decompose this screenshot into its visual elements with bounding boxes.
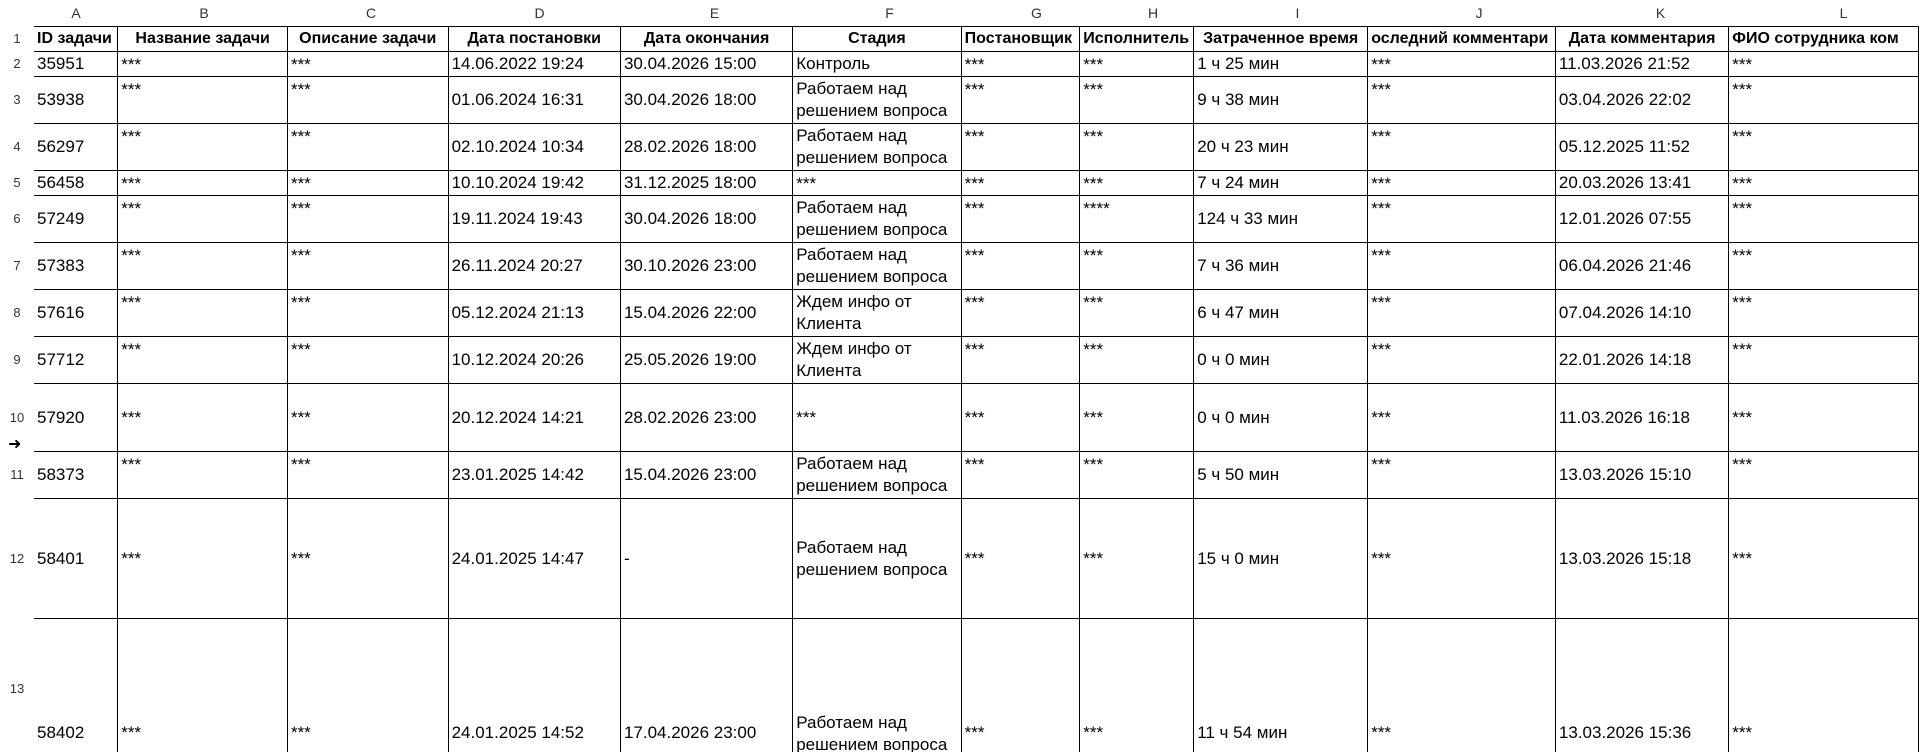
row-header[interactable]: 6: [13, 211, 21, 226]
column-header-h[interactable]: H: [1147, 5, 1159, 21]
cell-last-comment[interactable]: ***: [1368, 384, 1556, 452]
cell-stage[interactable]: Контроль: [793, 52, 961, 77]
cell-id[interactable]: 35951: [34, 52, 118, 77]
cell-author[interactable]: ***: [961, 196, 1080, 243]
cell-comment-date[interactable]: 13.03.2026 15:18: [1555, 499, 1728, 619]
cell-time-spent[interactable]: 124 ч 33 мин: [1194, 196, 1368, 243]
cell-comment-date[interactable]: 07.04.2026 14:10: [1555, 290, 1728, 337]
table-row: [34, 124, 1919, 171]
cell-id[interactable]: 57920: [34, 384, 118, 452]
table-row: [34, 384, 1919, 452]
cell-end-date[interactable]: 15.04.2026 22:00: [620, 290, 792, 337]
cell-last-comment[interactable]: ***: [1368, 52, 1556, 77]
header-row: [34, 27, 1919, 52]
cell-id[interactable]: 57383: [34, 243, 118, 290]
table-body: [34, 52, 1919, 752]
cell-stage[interactable]: Ждем инфо от Клиента: [793, 290, 961, 337]
cell-stage[interactable]: ***: [793, 384, 961, 452]
cell-last-comment[interactable]: ***: [1368, 77, 1556, 124]
cell-description[interactable]: ***: [287, 499, 448, 619]
cell-employee[interactable]: ***: [1729, 337, 1919, 384]
cell-description[interactable]: ***: [287, 452, 448, 499]
cell-start-date[interactable]: 02.10.2024 10:34: [448, 124, 620, 171]
cell-author[interactable]: ***: [961, 77, 1080, 124]
cell-comment-date[interactable]: 11.03.2026 21:52: [1555, 52, 1728, 77]
column-header-l[interactable]: L: [1839, 5, 1848, 21]
cell-time-spent[interactable]: 7 ч 24 мин: [1194, 171, 1368, 196]
cell-comment-date[interactable]: 06.04.2026 21:46: [1555, 243, 1728, 290]
cell-employee[interactable]: ***: [1729, 499, 1919, 619]
table-row: [34, 452, 1919, 499]
cell-id[interactable]: 58373: [34, 452, 118, 499]
cell-name[interactable]: ***: [118, 619, 288, 752]
cell-last-comment[interactable]: ***: [1368, 290, 1556, 337]
cell-name[interactable]: ***: [118, 384, 288, 452]
cell-start-date[interactable]: 10.10.2024 19:42: [448, 171, 620, 196]
cell-description[interactable]: ***: [287, 290, 448, 337]
data-table: [34, 26, 1919, 752]
table-row: [34, 619, 1919, 752]
cell-name[interactable]: ***: [118, 290, 288, 337]
header-assignee[interactable]: Исполнитель: [1080, 27, 1194, 52]
row-header[interactable]: 3: [13, 92, 21, 107]
cell-last-comment[interactable]: ***: [1368, 499, 1556, 619]
cell-start-date[interactable]: 19.11.2024 19:43: [448, 196, 620, 243]
row-header[interactable]: 8: [13, 305, 21, 320]
cell-description[interactable]: ***: [287, 243, 448, 290]
cell-author[interactable]: ***: [961, 452, 1080, 499]
table-row: [34, 337, 1919, 384]
cell-comment-date[interactable]: 13.03.2026 15:10: [1555, 452, 1728, 499]
column-header-d[interactable]: D: [534, 5, 545, 21]
cell-name[interactable]: ***: [118, 243, 288, 290]
row-headers: [0, 26, 34, 752]
row-header[interactable]: 12: [9, 550, 25, 566]
cell-comment-date[interactable]: 22.01.2026 14:18: [1555, 337, 1728, 384]
header-end-date[interactable]: Дата окончания: [620, 27, 792, 52]
cell-employee[interactable]: ***: [1729, 124, 1919, 171]
table-row: [34, 77, 1919, 124]
cell-name[interactable]: ***: [118, 171, 288, 196]
cell-employee[interactable]: ***: [1729, 290, 1919, 337]
table-row: [34, 499, 1919, 619]
cell-id[interactable]: 56458: [34, 171, 118, 196]
header-time-spent[interactable]: Затраченное время: [1194, 27, 1368, 52]
header-last-comment[interactable]: оследний комментари: [1368, 27, 1556, 52]
cell-start-date[interactable]: 01.06.2024 16:31: [448, 77, 620, 124]
cell-stage[interactable]: Работаем над решением вопроса: [793, 196, 961, 243]
header-stage[interactable]: Стадия: [793, 27, 961, 52]
cell-time-spent[interactable]: 15 ч 0 мин: [1194, 499, 1368, 619]
cell-last-comment[interactable]: ***: [1368, 452, 1556, 499]
cell-name[interactable]: ***: [118, 337, 288, 384]
cell-author[interactable]: ***: [961, 290, 1080, 337]
column-header-b[interactable]: B: [199, 5, 209, 21]
header-name[interactable]: Название задачи: [118, 27, 288, 52]
cell-time-spent[interactable]: 9 ч 38 мин: [1194, 77, 1368, 124]
cell-assignee[interactable]: ***: [1080, 171, 1194, 196]
cell-author[interactable]: ***: [961, 337, 1080, 384]
cell-start-date[interactable]: 26.11.2024 20:27: [448, 243, 620, 290]
cell-id[interactable]: 53938: [34, 77, 118, 124]
column-header-c[interactable]: C: [365, 5, 377, 21]
cell-assignee[interactable]: ***: [1080, 499, 1194, 619]
cell-end-date[interactable]: 17.04.2026 23:00: [620, 619, 792, 752]
cell-description[interactable]: ***: [287, 337, 448, 384]
cell-employee[interactable]: ***: [1729, 243, 1919, 290]
cell-id[interactable]: 57249: [34, 196, 118, 243]
cell-employee[interactable]: ***: [1729, 171, 1919, 196]
cell-start-date[interactable]: 24.01.2025 14:47: [448, 499, 620, 619]
table-row: [34, 243, 1919, 290]
row-header[interactable]: 10: [9, 409, 25, 425]
cell-last-comment[interactable]: ***: [1368, 243, 1556, 290]
column-header-k[interactable]: K: [1655, 5, 1666, 21]
cell-comment-date[interactable]: 20.03.2026 13:41: [1555, 171, 1728, 196]
row-header[interactable]: 1: [13, 31, 21, 46]
row-header[interactable]: 13: [9, 680, 25, 696]
column-headers: [34, 0, 1919, 26]
row-header[interactable]: 5: [13, 175, 21, 190]
cell-end-date[interactable]: 30.04.2026 18:00: [620, 196, 792, 243]
table-row: [34, 52, 1919, 77]
cell-end-date[interactable]: 28.02.2026 18:00: [620, 124, 792, 171]
cell-assignee[interactable]: ***: [1080, 384, 1194, 452]
cell-stage[interactable]: ***: [793, 171, 961, 196]
cell-stage[interactable]: Ждем инфо от Клиента: [793, 337, 961, 384]
cell-start-date[interactable]: 23.01.2025 14:42: [448, 452, 620, 499]
cell-author[interactable]: ***: [961, 124, 1080, 171]
table-row: [34, 196, 1919, 243]
cell-comment-date[interactable]: 05.12.2025 11:52: [1555, 124, 1728, 171]
cell-assignee[interactable]: ***: [1080, 452, 1194, 499]
header-author[interactable]: Постановщик: [961, 27, 1080, 52]
cell-assignee[interactable]: ***: [1080, 619, 1194, 752]
cell-name[interactable]: ***: [118, 124, 288, 171]
cell-description[interactable]: ***: [287, 619, 448, 752]
cell-author[interactable]: ***: [961, 384, 1080, 452]
row-header[interactable]: 11: [10, 467, 24, 482]
cell-time-spent[interactable]: 7 ч 36 мин: [1194, 243, 1368, 290]
cell-id[interactable]: 58402: [34, 619, 118, 752]
cell-author[interactable]: ***: [961, 52, 1080, 77]
cell-assignee[interactable]: ***: [1080, 77, 1194, 124]
cell-stage[interactable]: Работаем над решением вопроса: [793, 124, 961, 171]
cell-id[interactable]: 58401: [34, 499, 118, 619]
cell-time-spent[interactable]: 5 ч 50 мин: [1194, 452, 1368, 499]
cell-time-spent[interactable]: 6 ч 47 мин: [1194, 290, 1368, 337]
cell-start-date[interactable]: 24.01.2025 14:52: [448, 619, 620, 752]
row-header[interactable]: 9: [13, 352, 21, 367]
cell-assignee[interactable]: ***: [1080, 124, 1194, 171]
cell-employee[interactable]: ***: [1729, 619, 1919, 752]
cell-end-date[interactable]: 31.12.2025 18:00: [620, 171, 792, 196]
cell-stage[interactable]: Работаем над решением вопроса: [793, 619, 961, 752]
cell-end-date[interactable]: 15.04.2026 23:00: [620, 452, 792, 499]
cell-name[interactable]: ***: [118, 77, 288, 124]
cell-end-date[interactable]: 28.02.2026 23:00: [620, 384, 792, 452]
cell-employee[interactable]: ***: [1729, 77, 1919, 124]
cell-time-spent[interactable]: 20 ч 23 мин: [1194, 124, 1368, 171]
cell-last-comment[interactable]: ***: [1368, 619, 1556, 752]
cell-comment-date[interactable]: 12.01.2026 07:55: [1555, 196, 1728, 243]
cell-assignee[interactable]: ***: [1080, 337, 1194, 384]
cell-comment-date[interactable]: 13.03.2026 15:36: [1555, 619, 1728, 752]
cell-assignee[interactable]: ***: [1080, 52, 1194, 77]
column-header-e[interactable]: E: [709, 5, 720, 21]
header-description[interactable]: Описание задачи: [287, 27, 448, 52]
cell-start-date[interactable]: 10.12.2024 20:26: [448, 337, 620, 384]
header-comment-date[interactable]: Дата комментария: [1555, 27, 1728, 52]
cell-time-spent[interactable]: 0 ч 0 мин: [1194, 384, 1368, 452]
cell-id[interactable]: 57712: [34, 337, 118, 384]
cell-end-date[interactable]: 30.10.2026 23:00: [620, 243, 792, 290]
cell-start-date[interactable]: 14.06.2022 19:24: [448, 52, 620, 77]
cell-comment-date[interactable]: 03.04.2026 22:02: [1555, 77, 1728, 124]
column-header-j[interactable]: J: [1475, 5, 1483, 21]
row-header[interactable]: 4: [13, 139, 21, 154]
cell-employee[interactable]: ***: [1729, 384, 1919, 452]
arrow-right-icon: ➜: [8, 436, 22, 453]
cell-last-comment[interactable]: ***: [1368, 196, 1556, 243]
cell-employee[interactable]: ***: [1729, 452, 1919, 499]
cell-start-date[interactable]: 20.12.2024 14:21: [448, 384, 620, 452]
cell-start-date[interactable]: 05.12.2024 21:13: [448, 290, 620, 337]
row-header[interactable]: 2: [13, 56, 21, 71]
cell-stage[interactable]: Работаем над решением вопроса: [793, 77, 961, 124]
cell-last-comment[interactable]: ***: [1368, 337, 1556, 384]
header-id[interactable]: ID задачи: [34, 27, 118, 52]
cell-description[interactable]: ***: [287, 52, 448, 77]
cell-time-spent[interactable]: 11 ч 54 мин: [1194, 619, 1368, 752]
cell-description[interactable]: ***: [287, 384, 448, 452]
cell-stage[interactable]: Работаем над решением вопроса: [793, 499, 961, 619]
cell-name[interactable]: ***: [118, 196, 288, 243]
cell-comment-date[interactable]: 11.03.2026 16:18: [1555, 384, 1728, 452]
column-header-g[interactable]: G: [1031, 5, 1042, 21]
cell-description[interactable]: ***: [287, 196, 448, 243]
cell-description[interactable]: ***: [287, 77, 448, 124]
cell-stage[interactable]: Работаем над решением вопроса: [793, 452, 961, 499]
cell-author[interactable]: ***: [961, 243, 1080, 290]
cell-id[interactable]: 57616: [34, 290, 118, 337]
cell-name[interactable]: ***: [118, 52, 288, 77]
cell-employee[interactable]: ***: [1729, 196, 1919, 243]
column-header-f[interactable]: F: [885, 5, 894, 21]
header-employee[interactable]: ФИО сотрудника ком: [1729, 27, 1919, 52]
cell-author[interactable]: ***: [961, 171, 1080, 196]
cell-description[interactable]: ***: [287, 124, 448, 171]
cell-assignee[interactable]: ***: [1080, 243, 1194, 290]
column-header-i[interactable]: I: [1295, 5, 1300, 21]
cell-name[interactable]: ***: [118, 452, 288, 499]
cell-end-date[interactable]: 30.04.2026 18:00: [620, 77, 792, 124]
cell-employee[interactable]: ***: [1729, 52, 1919, 77]
header-start-date[interactable]: Дата постановки: [448, 27, 620, 52]
row-header[interactable]: 7: [13, 258, 21, 273]
cell-time-spent[interactable]: 0 ч 0 мин: [1194, 337, 1368, 384]
cell-assignee[interactable]: ***: [1080, 290, 1194, 337]
cell-author[interactable]: ***: [961, 619, 1080, 752]
cell-end-date[interactable]: 25.05.2026 19:00: [620, 337, 792, 384]
cell-description[interactable]: ***: [287, 171, 448, 196]
cell-end-date[interactable]: -: [620, 499, 792, 619]
cell-end-date[interactable]: 30.04.2026 15:00: [620, 52, 792, 77]
cell-assignee[interactable]: ****: [1080, 196, 1194, 243]
cell-author[interactable]: ***: [961, 499, 1080, 619]
column-header-a[interactable]: A: [71, 5, 81, 21]
cell-stage[interactable]: Работаем над решением вопроса: [793, 243, 961, 290]
cell-time-spent[interactable]: 1 ч 25 мин: [1194, 52, 1368, 77]
cell-last-comment[interactable]: ***: [1368, 124, 1556, 171]
table-row: [34, 171, 1919, 196]
cell-id[interactable]: 56297: [34, 124, 118, 171]
cell-name[interactable]: ***: [118, 499, 288, 619]
table-row: [34, 290, 1919, 337]
cell-last-comment[interactable]: ***: [1368, 171, 1556, 196]
